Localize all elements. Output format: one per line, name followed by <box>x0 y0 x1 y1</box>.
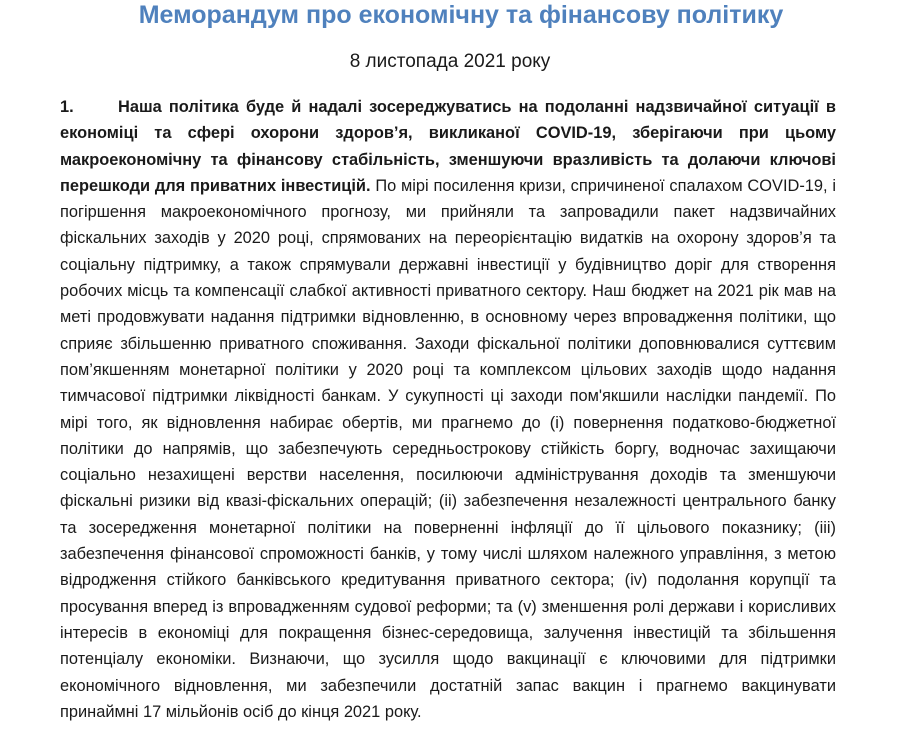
paragraph-number: 1. <box>60 98 74 116</box>
document-date: 8 листопада 2021 року <box>349 51 551 72</box>
document-title: Меморандум про економічну та фінансову політику <box>138 1 784 29</box>
paragraph-body: По мірі посилення кризи, спричиненої спалахом COVID-19, і погіршення макроекономічного прогнозу, ми прийняли та запровадили пакет надзвичайних фіскальних заходів у 2020 році, спрямованих на переорієнтацію видатків на охорону здоров’я та соціальну підтримку, а також спрямували державні інвестиції у будівництво доріг для створення робочих місць та компенсації слабкої активності приватного сектору. Наш бюджет на 2021 рік мав на меті продовжувати надання підтримки відновленню, в основному через впровадження політики, що сприяє збільшенню приватного споживання. Заходи фіскальної політики доповнювалися суттєвим пом’якшенням монетарної політики у 2020 році та комплексом цільових заходів щодо надання тимчасової підтримки ліквідності банкам. У сукупності ці заходи пом'якшили наслідки пандемії. По мірі того, як відновлення набирає обертів, ми прагнемо до (i) повернення податково-бюджетної політики до напрямів, що забезпечують середньострокову стійкість боргу, водночас захищаючи соціально незахищені верстви населення, посилюючи адміністрування доходів та зменшуючи фіскальні ризики від квазі-фіскальних операцій; (ii) забезпечення незалежності центрального банку та зосередження монетарної політики на поверненні інфляції до її цільового показнику; (iii) забезпечення фінансової спроможності банків, у тому числі шляхом належного управління, з метою відродження стійкого банківського кредитування приватного сектора; (iv) подолання корупції та просування вперед із впровадженням судової реформи; та (v) зменшення ролі держави і корисливих інтересів в економіці для покращення бізнес-середовища, залучення інвестицій та збільшення потенціалу економіки. Визнаючи, що зусилля щодо вакцинації є ключовими для підтримки економічного відновлення, ми забезпечили достатній запас вакцин і прагнемо вакцинувати принаймні 17 мільйонів осіб до кінця 2021 року. <box>60 176 836 721</box>
paragraph-lead: Наша політика буде й надалі зосереджуватись на подоланні надзвичайної ситуації в економіці та сфері охорони здоров’я, викликаної COVID-19, зберігаючи при цьому макроекономічну та фінансову стабільність, зменшуючи вразливість та долаючи ключові перешкоди для приватних інвестицій. <box>60 98 836 195</box>
paragraph-1 <box>60 94 836 725</box>
